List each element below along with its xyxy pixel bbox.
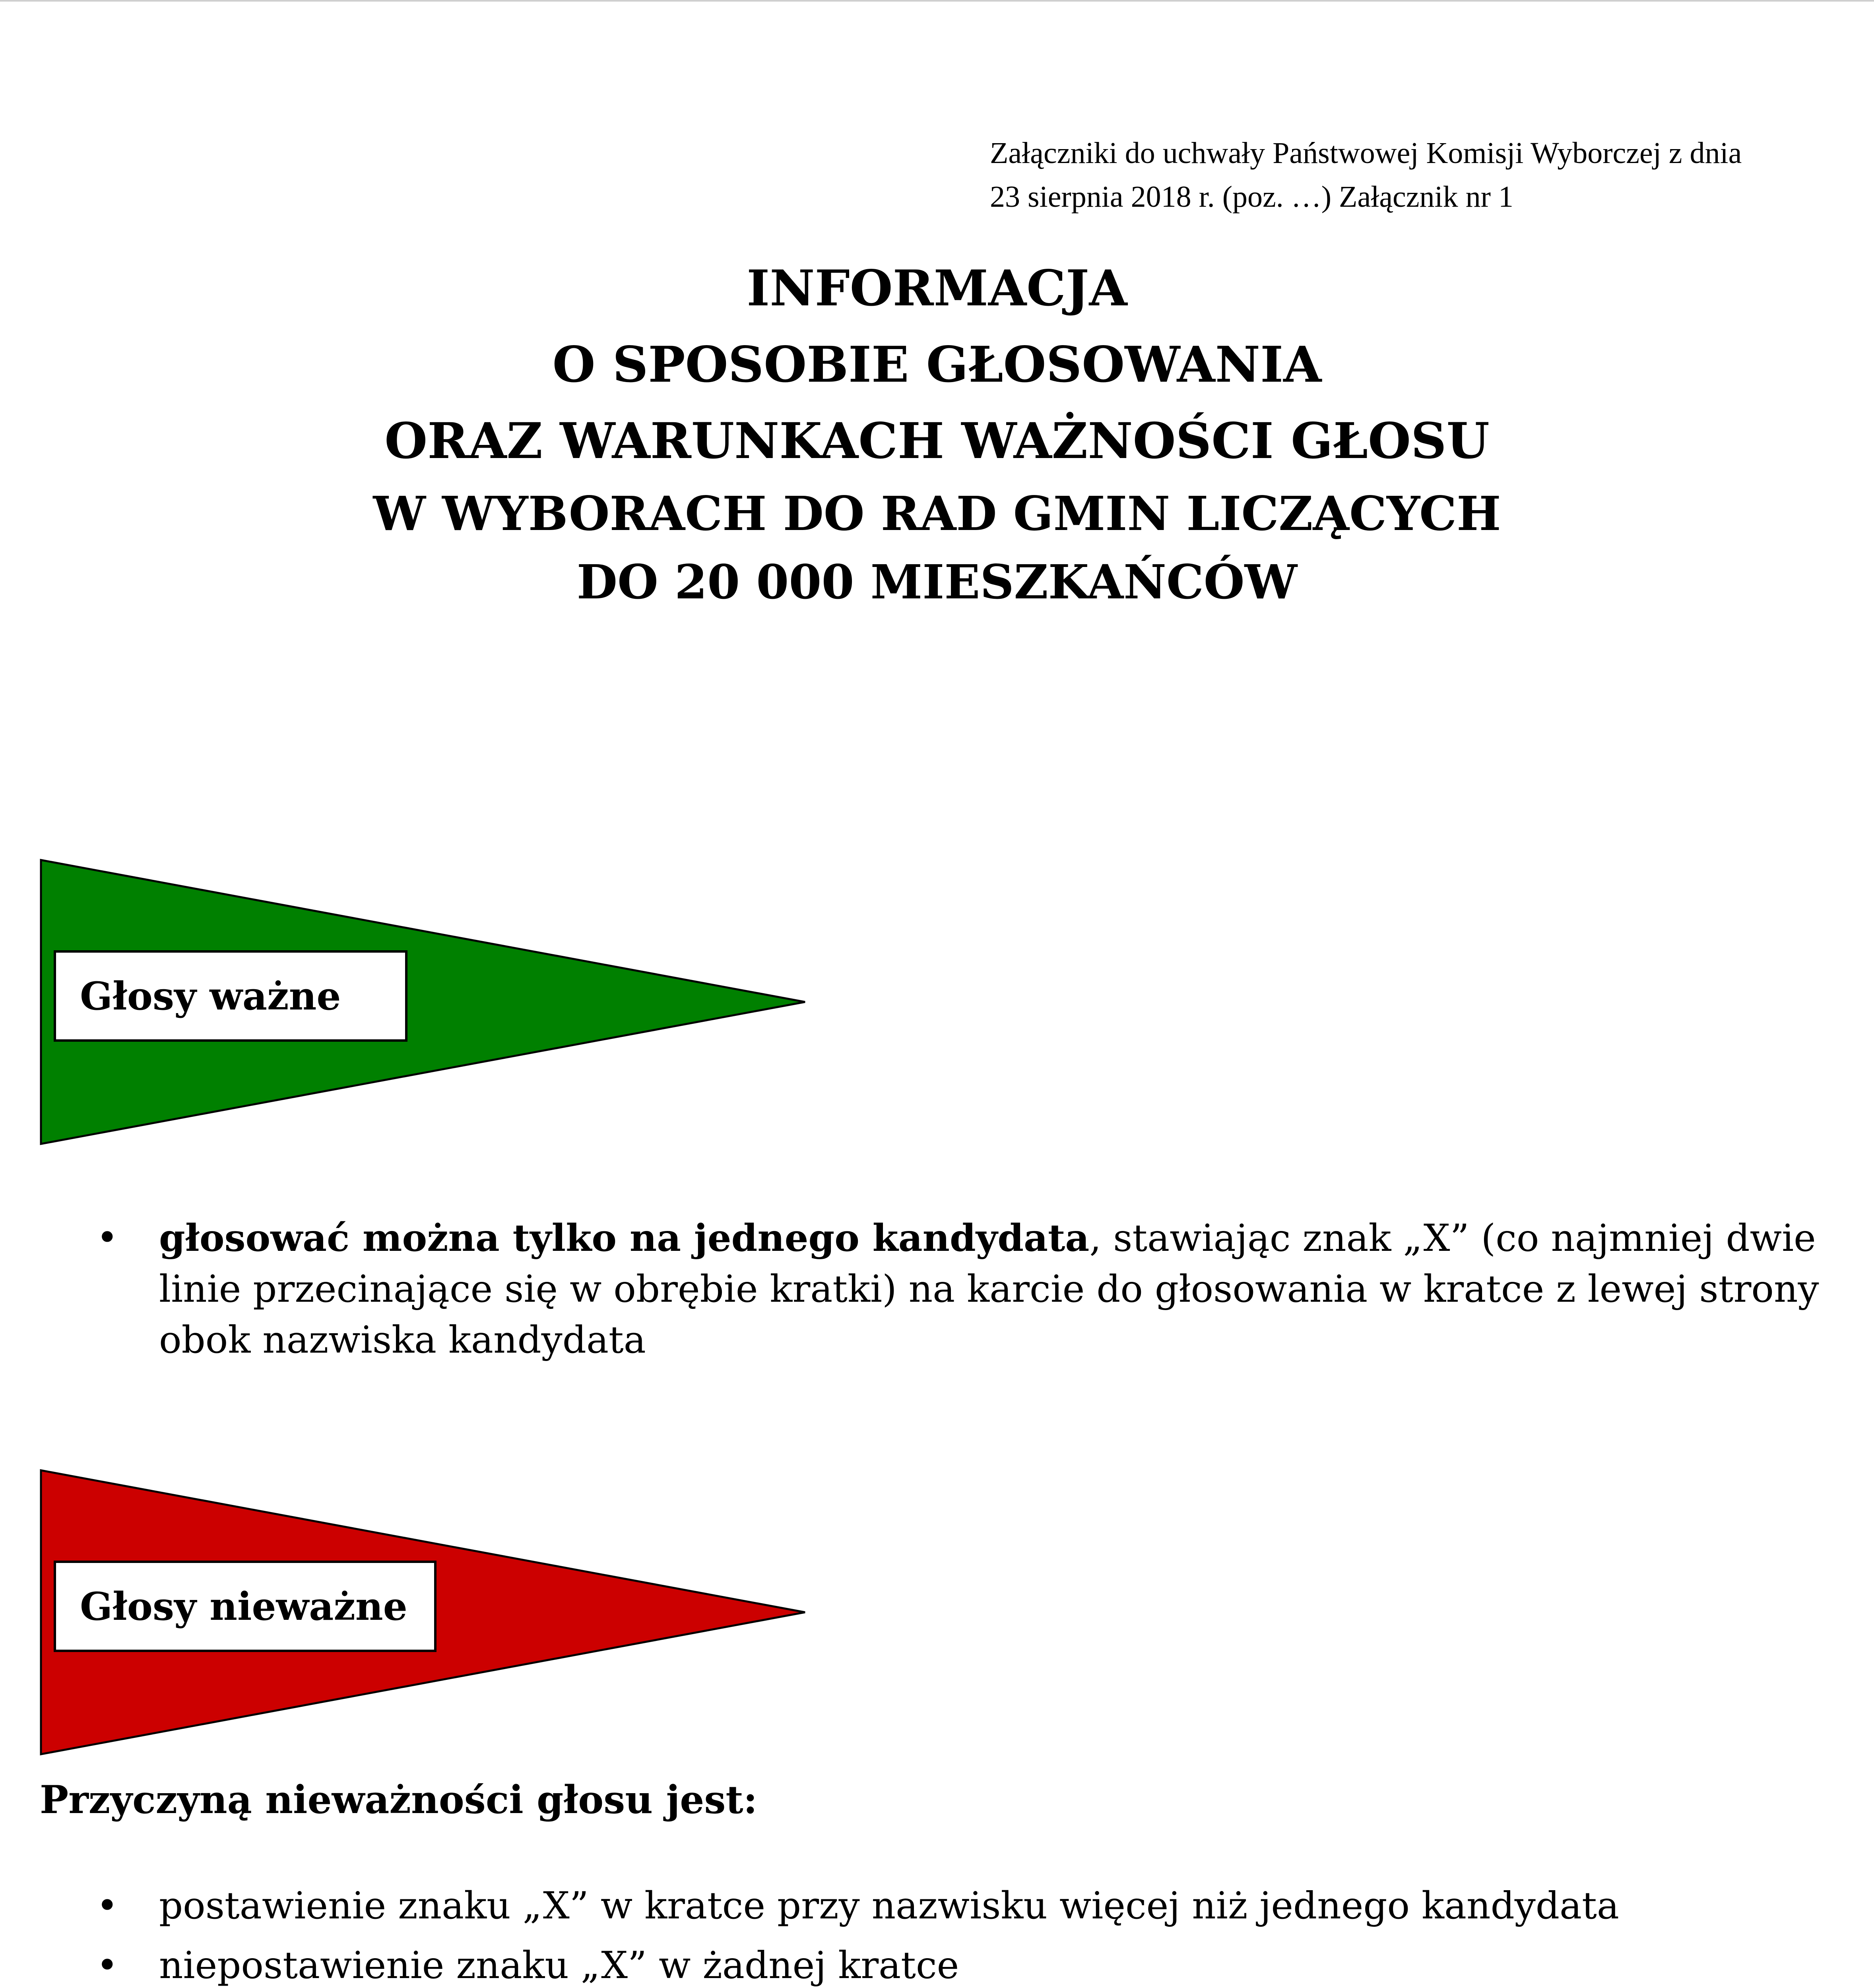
attachment-note-line2: 23 sierpnia 2018 r. (poz. …) Załącznik nr 1 [990,180,1513,214]
attachment-note [990,131,1872,219]
list-item [0,1940,1874,1988]
valid-rule-bold: głosować można tylko na jednego kandydata [159,1216,1090,1260]
title-line-2: O SPOSOBIE GŁOSOWANIA [552,336,1322,394]
bullet-icon: • [96,1944,118,1987]
bullet-icon: • [96,1216,118,1260]
title-line-5: DO 20 000 MIESZKAŃCÓW [576,554,1298,610]
valid-rule-line3: obok nazwiska kandydata [159,1318,646,1362]
bullet-icon: • [96,1884,118,1928]
valid-votes-pennant [40,859,807,1145]
valid-votes-list [0,1213,1874,1366]
valid-votes-label: Głosy ważne [54,950,407,1042]
document-title [0,250,1874,616]
invalid-votes-label: Głosy nieważne [54,1561,436,1652]
valid-rule-text: , stawiając znak „X” (co najmniej dwie [1089,1217,1816,1260]
reason-1: postawienie znaku „X” w kratce przy nazwisku więcej niż jednego kandydata [159,1884,1619,1928]
valid-rule-line2: linie przecinające się w obrębie kratki) na karcie do głosowania w kratce z lewej strony [159,1268,1819,1311]
invalidity-reasons-heading: Przyczyną nieważności głosu jest: [40,1777,758,1822]
invalid-reasons-list [0,1881,1874,1988]
title-line-1: INFORMACJA [747,260,1127,317]
attachment-note-line1: Załączniki do uchwały Państwowej Komisji Wyborczej z dnia [990,136,1742,170]
list-item [0,1881,1874,1932]
invalid-votes-pennant [40,1469,807,1755]
title-line-4: W WYBORACH DO RAD GMIN LICZĄCYCH [373,486,1501,541]
list-item [0,1213,1874,1366]
page-top-border [0,0,1874,2]
title-line-3: ORAZ WARUNKACH WAŻNOŚCI GŁOSU [384,412,1490,470]
reason-2: niepostawienie znaku „X” w żadnej kratce [159,1944,959,1987]
